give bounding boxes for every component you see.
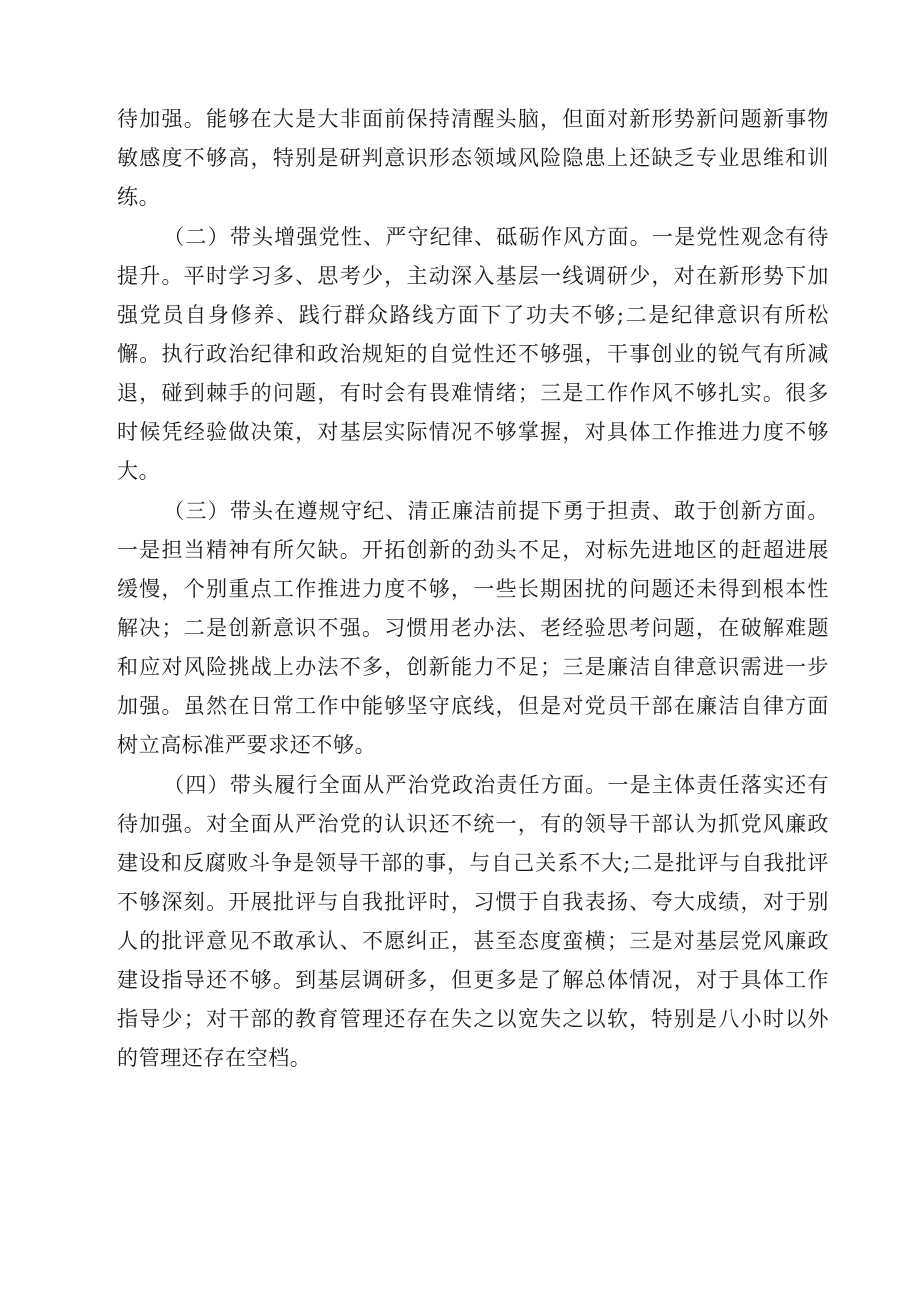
document-body xyxy=(117,100,829,1079)
paragraph-continuation: 待加强。能够在大是大非面前保持清醒头脑，但面对新形势新问题新事物敏感度不够高，特别是研判意识形态领域风险隐患上还缺乏专业思维和训练。 xyxy=(117,107,829,209)
paragraph-section-4: （四）带头履行全面从严治党政治责任方面。一是主体责任落实还有待加强。对全面从严治党的认识还不统一，有的领导干部认为抓党风廉政建设和反腐败斗争是领导干部的事，与自己关系不大;二是批评与自我批评不够深刻。开展批评与自我批评时，习惯于自我表扬、夸大成绩，对于别人的批评意见不敢承认、不愿纠正，甚至态度蛮横；三是对基层党风廉政建设指导还不够。到基层调研多，但更多是了解总体情况，对于具体工作指导少；对干部的教育管理还存在失之以宽失之以软，特别是八小时以外的管理还存在空档。 xyxy=(117,773,829,1070)
paragraph-section-3: （三）带头在遵规守纪、清正廉洁前提下勇于担责、敢于创新方面。一是担当精神有所欠缺。开拓创新的劲头不足，对标先进地区的赶超进展缓慢，个别重点工作推进力度不够，一些长期困扰的问题还未得到根本性解决；二是创新意识不强。习惯用老办法、老经验思考问题，在破解难题和应对风险挑战上办法不多，创新能力不足；三是廉洁自律意识需进一步加强。虽然在日常工作中能够坚守底线，但是对党员干部在廉洁自律方面树立高标准严要求还不够。 xyxy=(117,499,829,757)
paragraph-section-2: （二）带头增强党性、严守纪律、砥砺作风方面。一是党性观念有待提升。平时学习多、思考少，主动深入基层一线调研少，对在新形势下加强党员自身修养、践行群众路线方面下了功夫不够;二是纪律意识有所松懈。执行政治纪律和政治规矩的自觉性还不够强，干事创业的锐气有所减退，碰到棘手的问题，有时会有畏难情绪；三是工作作风不够扎实。很多时候凭经验做决策，对基层实际情况不够掌握，对具体工作推进力度不够大。 xyxy=(117,225,829,483)
